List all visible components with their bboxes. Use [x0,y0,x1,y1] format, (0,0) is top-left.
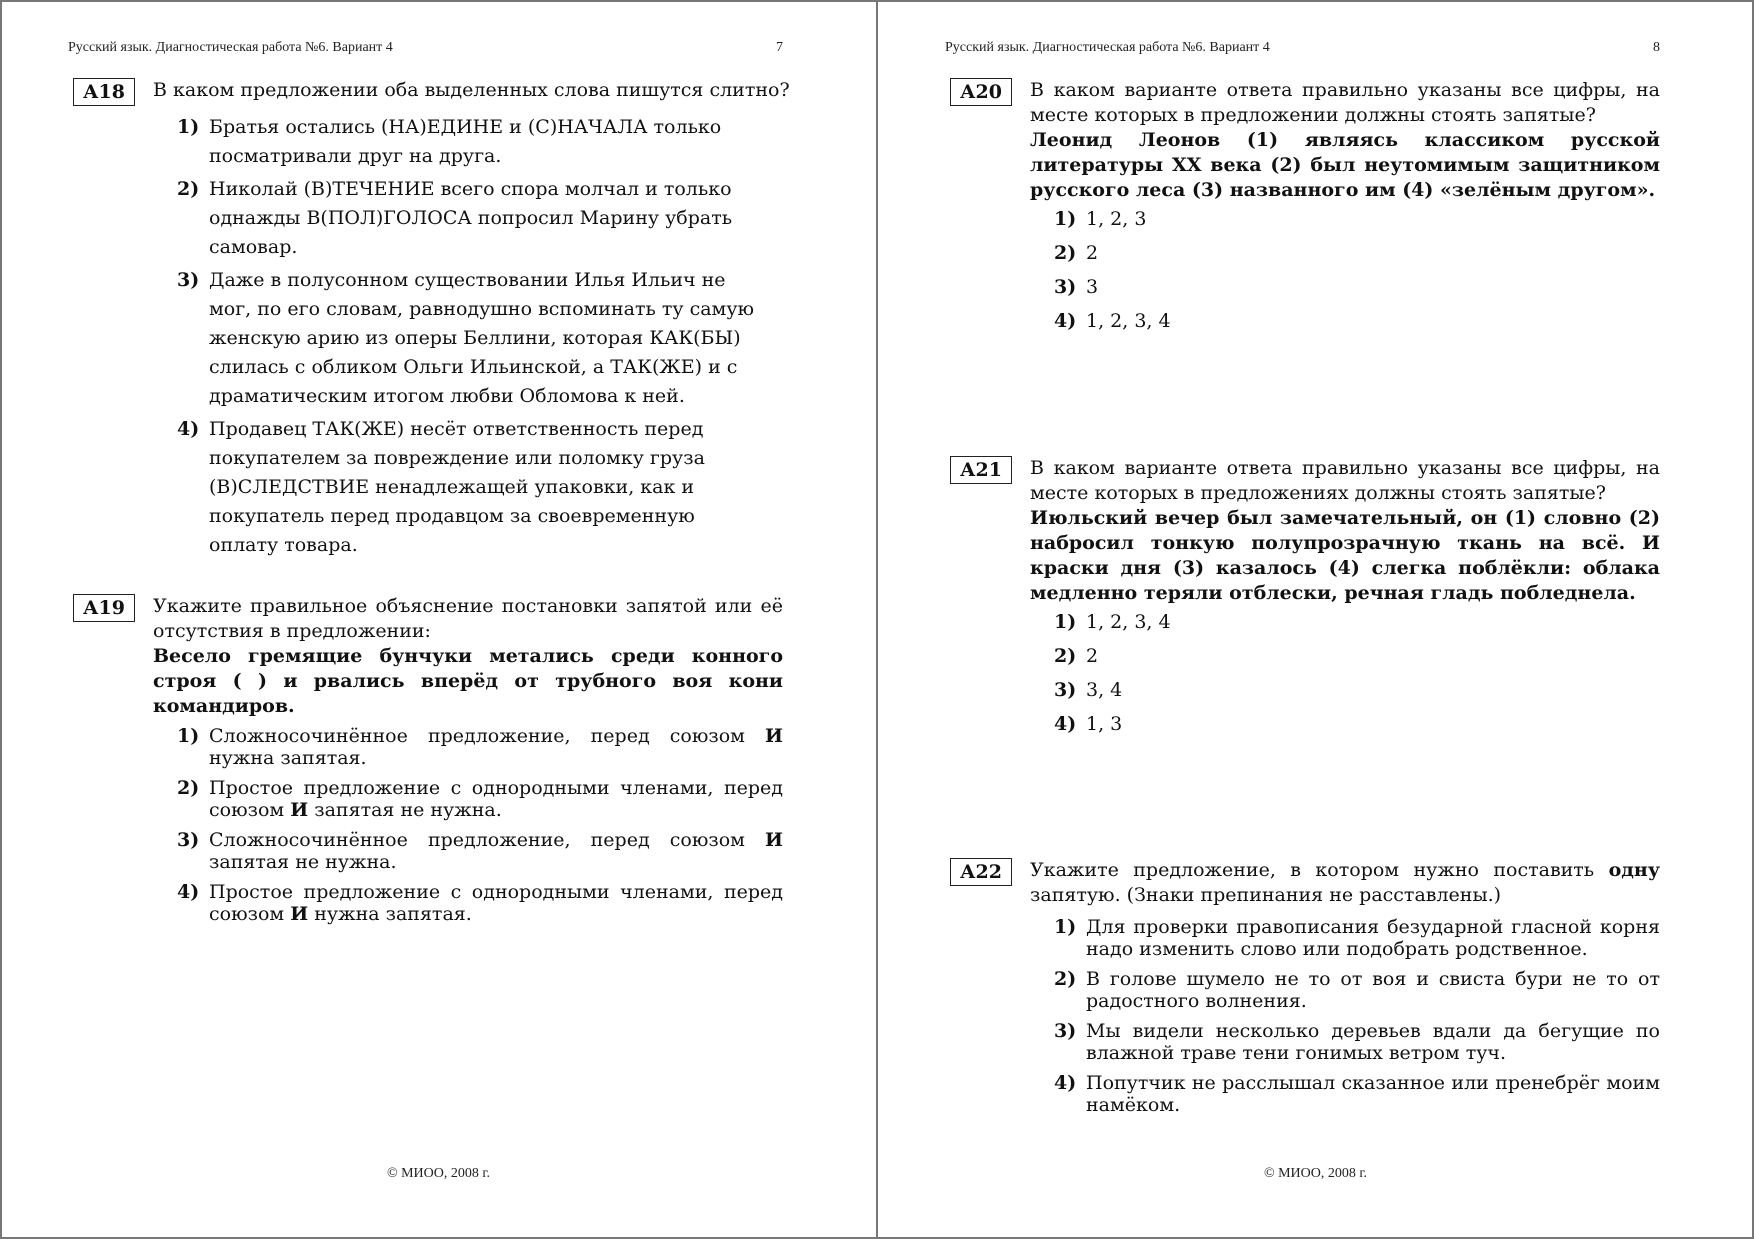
option-text-end: нужна запятая. [308,903,472,925]
option-number: 1) [1054,611,1077,633]
option-number: 4) [1054,310,1077,332]
task-sentence: Леонид Леонов (1) являясь классиком русской литературы XX века (2) был неутомимым защитником русского леса (3) названного им (4) «зелёным другом». [1030,129,1660,201]
option-text: Продавец ТАК(ЖЕ) несёт ответственность перед покупателем за повреждение или поломку груза (В)СЛЕДСТВИЕ ненадлежащей упаковки, как и покупатель перед продавцом за своевременную оплату товара. [209,418,705,556]
option-number: 3) [1054,276,1077,298]
option-text: 2 [1086,242,1099,264]
option-text: Для проверки правописания безударной гласной корня надо изменить слово или подобрать родственное. [1086,916,1660,960]
task-label: А18 [73,78,135,106]
option-text: 1, 3 [1086,713,1123,735]
option-number: 2) [1054,242,1077,264]
option-number: 1) [177,725,200,747]
answer-option[interactable] [1030,1020,1660,1064]
task-question: В каком предложении оба выделенных слова пишутся слитно? [153,79,790,101]
option-number: 3) [1054,679,1077,701]
task-sentence: Июльский вечер был замечательный, он (1) словно (2) набросил тонкую полупрозрачную ткань на всё. И краски дня (3) казалось (4) слегка поблёкли: облака медленно теряли отблески, речная гладь побледнела. [1030,507,1660,604]
option-text: Николай (В)ТЕЧЕНИЕ всего спора молчал и только однажды В(ПОЛ)ГОЛОСА попросил Марину убрать самовар. [209,178,733,258]
answer-option[interactable] [1030,309,1660,334]
option-number: 3) [177,269,200,291]
question-text: Укажите предложение, в котором нужно поставить [1030,859,1609,881]
answer-option[interactable] [153,777,783,821]
page-header: Русский язык. Диагностическая работа №6. Вариант 4 [945,40,1270,55]
task-question: В каком варианте ответа правильно указаны все цифры, на месте которых в предложениях должны стоять запятые? [1030,457,1660,504]
task-label: А19 [73,594,135,622]
option-text-end: запятая не нужна. [308,799,502,821]
answer-option[interactable] [1030,1072,1660,1116]
option-text: 3, 4 [1086,679,1123,701]
option-text: Простое предложение с однородными членами, перед союзом [209,881,783,925]
task-label: А21 [950,456,1012,484]
task-label: А20 [950,78,1012,106]
option-number: 4) [177,418,200,440]
option-text: Даже в полусонном существовании Илья Ильич не мог, по его словам, равнодушно вспоминать ту самую женскую арию из оперы Беллини, которая КАК(БЫ) слилась с обликом Ольги Ильинской, а ТАК(ЖЕ) и с драматическим итогом любви Обломова к ней. [209,269,755,407]
option-text: В голове шумело не то от воя и свиста бури не то от радостного волнения. [1086,968,1660,1012]
question-emphasis: одну [1608,859,1660,881]
page-footer: © МИОО, 2008 г. [386,1166,491,1181]
page-header: Русский язык. Диагностическая работа №6. Вариант 4 [68,40,393,55]
page-number: 7 [776,40,783,55]
option-text: 3 [1086,276,1099,298]
option-text: 1, 2, 3, 4 [1086,611,1171,633]
option-text: 1, 2, 3 [1086,208,1147,230]
option-number: 2) [1054,968,1077,990]
option-number: 1) [177,116,200,138]
answer-option[interactable] [153,415,763,560]
answer-option[interactable] [153,175,763,262]
task-question: В каком варианте ответа правильно указаны все цифры, на месте которых в предложении должны стоять запятые? [1030,79,1660,126]
answer-option[interactable] [153,266,763,411]
option-number: 1) [1054,208,1077,230]
option-text: Попутчик не расслышал сказанное или пренебрёг моим намёком. [1086,1072,1660,1116]
task-question: Укажите правильное объяснение постановки запятой или её отсутствия в предложении: [153,595,783,642]
answer-option[interactable] [1030,916,1660,960]
answer-option[interactable] [153,829,783,873]
task-sentence: Весело гремящие бунчуки метались среди конного строя ( ) и рвались вперёд от трубного воя кони командиров. [153,645,783,717]
option-number: 2) [177,178,200,200]
question-text-end: запятую. (Знаки препинания не расставлены.) [1030,884,1502,906]
option-text: Простое предложение с однородными членами, перед союзом [209,777,783,821]
option-number: 2) [177,777,200,799]
answer-option[interactable] [1030,610,1660,635]
option-text: 1, 2, 3, 4 [1086,310,1171,332]
option-number: 4) [1054,713,1077,735]
option-number: 2) [1054,645,1077,667]
option-number: 3) [1054,1020,1077,1042]
answer-option[interactable] [1030,241,1660,266]
answer-option[interactable] [153,881,783,925]
answer-option[interactable] [1030,968,1660,1012]
answer-option[interactable] [153,113,763,171]
answer-option[interactable] [1030,275,1660,300]
answer-option[interactable] [1030,644,1660,669]
option-text: Мы видели несколько деревьев вдали да бегущие по влажной траве тени гонимых ветром туч. [1086,1020,1660,1064]
answer-option[interactable] [153,725,783,769]
task-label: А22 [950,858,1012,886]
task-question [1030,858,1660,908]
option-text: Сложносочинённое предложение, перед союзом [209,725,766,747]
conjunction-bold: И [290,903,309,925]
conjunction-bold: И [765,725,783,747]
option-text: 2 [1086,645,1099,667]
answer-option[interactable] [1030,207,1660,232]
option-number: 4) [1054,1072,1077,1094]
page-number: 8 [1653,40,1660,55]
answer-option[interactable] [1030,712,1660,737]
option-text: Братья остались (НА)ЕДИНЕ и (С)НАЧАЛА только посматривали друг на друга. [209,116,722,167]
option-number: 1) [1054,916,1077,938]
conjunction-bold: И [765,829,783,851]
page-footer: © МИОО, 2008 г. [1263,1166,1368,1181]
right-page [877,0,1754,1239]
option-text: Сложносочинённое предложение, перед союзом [209,829,766,851]
option-text-end: нужна запятая. [209,747,367,769]
option-number: 3) [177,829,200,851]
answer-option[interactable] [1030,678,1660,703]
option-text-end: запятая не нужна. [209,851,397,873]
conjunction-bold: И [290,799,309,821]
option-number: 4) [177,881,200,903]
